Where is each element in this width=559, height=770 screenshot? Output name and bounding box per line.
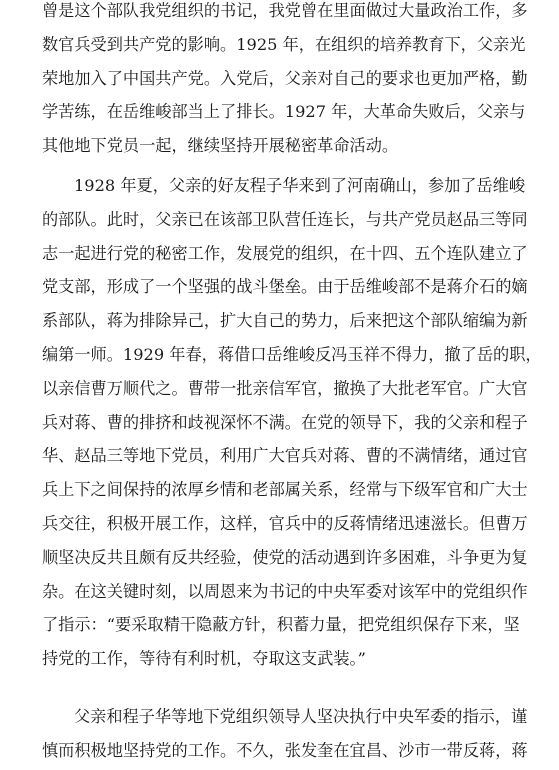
text-line: 党支部，形成了一个坚强的战斗堡垒。由于岳维峻部不是蒋介石的嫡 <box>42 277 528 297</box>
text-line: 学苦练，在岳维峻部当上了排长。1927 年，大革命失败后，父亲与 <box>42 102 526 122</box>
text-line: 兵上下之间保持的浓厚乡情和老部属关系，经常与下级军官和广大士 <box>42 480 528 500</box>
text-line: 兵交往，积极开展工作，这样，官兵中的反蒋情绪迅速滋长。但曹万 <box>42 513 528 533</box>
text-line: 持党的工作，等待有利时机，夺取这支武装。” <box>42 649 366 669</box>
text-line: 志一起进行党的秘密工作，发展党的组织，在十四、五个连队建立了 <box>42 243 528 263</box>
text-line: 顺坚决反共且颇有反共经验，使党的活动遇到许多困难，斗争更为复 <box>42 547 528 567</box>
text-line: 父亲和程子华等地下党组织领导人坚决执行中央军委的指示，谨 <box>74 707 528 726</box>
paragraph-1 <box>42 0 528 163</box>
text-line: 编第一师。1929 年春，蒋借口岳维峻反冯玉祥不得力，撤了岳的职， <box>42 344 542 364</box>
text-line: 1928 年夏，父亲的好友程子华来到了河南确山，参加了岳维峻 <box>74 176 526 195</box>
text-line: 以亲信曹万顺代之。曹带一批亲信军官，撤换了大批老军官。广大官 <box>42 378 528 398</box>
text-line: 数官兵受到共产党的影响。1925 年，在组织的培养教育下，父亲光 <box>42 34 526 54</box>
text-line: 华、赵品三等地下党员，利用广大官兵对蒋、曹的不满情绪，通过官 <box>42 446 528 466</box>
text-line: 兵对蒋、曹的排挤和歧视深怀不满。在党的领导下，我的父亲和程子 <box>42 412 528 432</box>
paragraph-3 <box>42 700 528 768</box>
paragraph-2 <box>42 169 542 676</box>
text-line: 荣地加入了中国共产党。入党后，父亲对自己的要求也更加严格，勤 <box>42 68 528 88</box>
text-line: 曾是这个部队我党组织的书记，我党曾在里面做过大量政治工作，多 <box>42 1 528 20</box>
text-line: 杂。在这关键时刻，以周恩来为书记的中央军委对该军中的党组织作 <box>42 581 528 601</box>
text-line: 了指示：“要采取精干隐蔽方针，积蓄力量，把党组织保存下来，坚 <box>42 615 520 635</box>
text-line: 慎而积极地坚持党的工作。不久，张发奎在宜昌、沙市一带反蒋，蒋 <box>42 740 528 760</box>
text-line: 其他地下党员一起，继续坚持开展秘密革命活动。 <box>42 136 399 156</box>
text-line: 的部队。此时，父亲已在该部卫队营任连长，与共产党员赵品三等同 <box>42 209 528 229</box>
text-line: 系部队，蒋为排除异己，扩大自己的势力，后来把这个部队缩编为新 <box>42 311 528 331</box>
